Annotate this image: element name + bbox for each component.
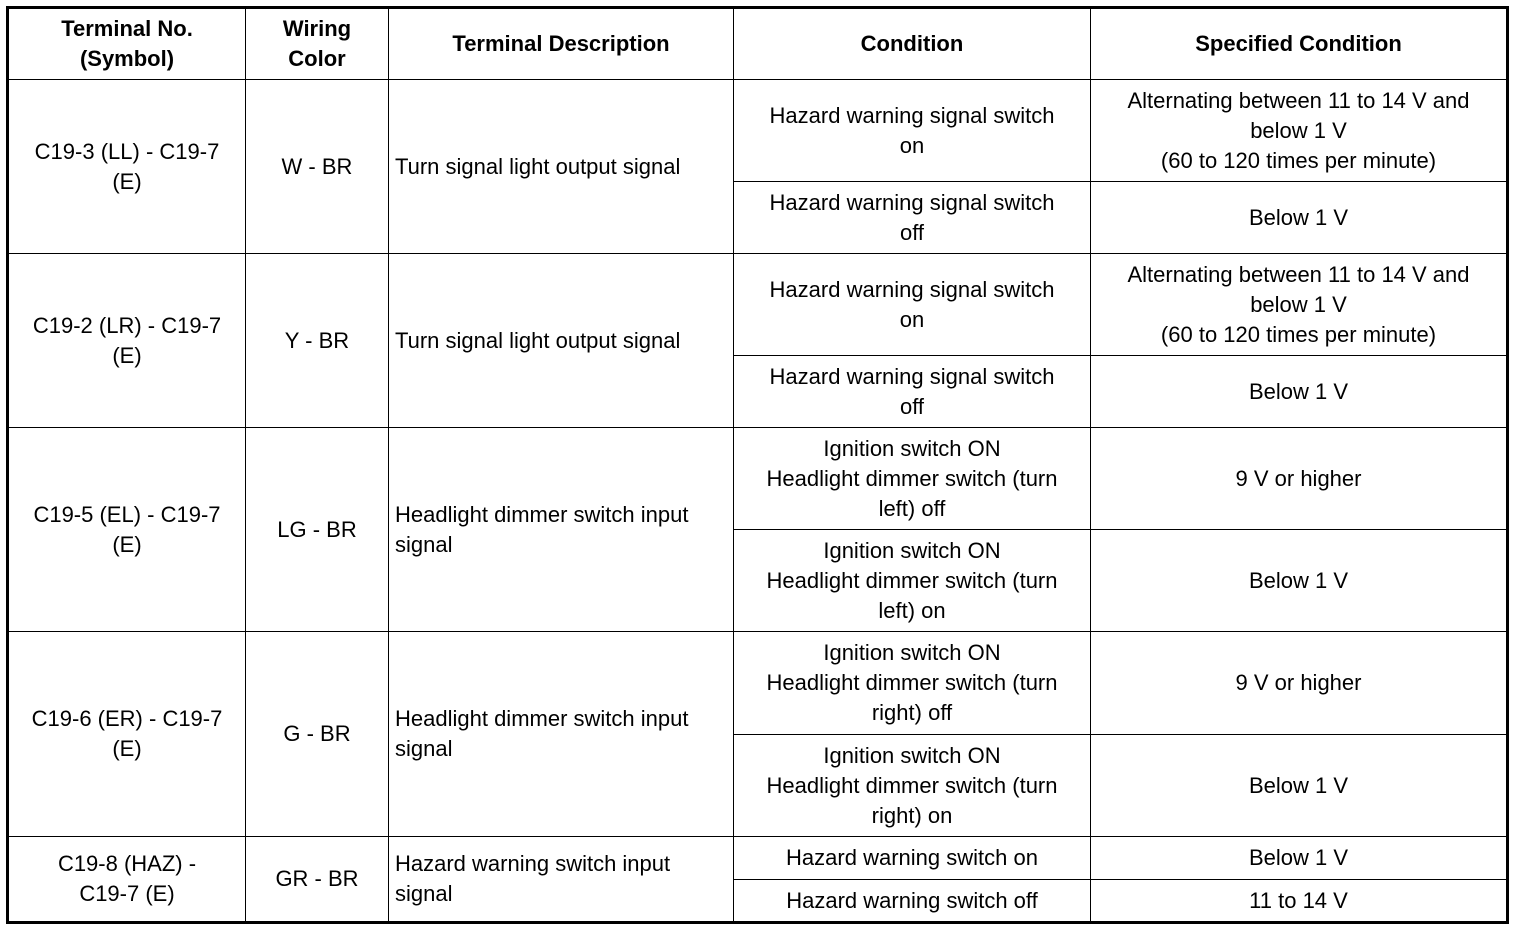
header-description: Terminal Description xyxy=(389,8,734,80)
terminal-cell: C19-3 (LL) - C19-7 (E) xyxy=(8,80,246,254)
condition-cell: Hazard warning signal switch off xyxy=(734,356,1091,428)
header-condition: Condition xyxy=(734,8,1091,80)
table-row xyxy=(8,428,1508,530)
description-cell: Turn signal light output signal xyxy=(389,80,734,254)
terminal-cell: C19-6 (ER) - C19-7 (E) xyxy=(8,632,246,837)
specified-cell: 11 to 14 V xyxy=(1091,880,1508,923)
table-row xyxy=(8,632,1508,735)
table-row xyxy=(8,80,1508,182)
table-row xyxy=(8,837,1508,880)
specified-cell: Below 1 V xyxy=(1091,182,1508,254)
specified-cell: Alternating between 11 to 14 V and below 1 V (60 to 120 times per minute) xyxy=(1091,254,1508,356)
description-cell: Headlight dimmer switch input signal xyxy=(389,632,734,837)
specified-cell: Alternating between 11 to 14 V and below 1 V (60 to 120 times per minute) xyxy=(1091,80,1508,182)
condition-cell: Ignition switch ON Headlight dimmer switch (turn right) on xyxy=(734,735,1091,837)
header-specified-condition: Specified Condition xyxy=(1091,8,1508,80)
wiring-color-cell: Y - BR xyxy=(246,254,389,428)
header-wiring-color: Wiring Color xyxy=(246,8,389,80)
specified-cell: 9 V or higher xyxy=(1091,632,1508,735)
wiring-color-cell: LG - BR xyxy=(246,428,389,632)
description-cell: Hazard warning switch input signal xyxy=(389,837,734,923)
specified-cell: Below 1 V xyxy=(1091,837,1508,880)
wiring-color-cell: W - BR xyxy=(246,80,389,254)
terminal-cell: C19-8 (HAZ) - C19-7 (E) xyxy=(8,837,246,923)
condition-cell: Ignition switch ON Headlight dimmer switch (turn left) on xyxy=(734,530,1091,632)
condition-cell: Hazard warning signal switch on xyxy=(734,254,1091,356)
condition-cell: Hazard warning signal switch off xyxy=(734,182,1091,254)
description-cell: Headlight dimmer switch input signal xyxy=(389,428,734,632)
terminal-cell: C19-2 (LR) - C19-7 (E) xyxy=(8,254,246,428)
specified-cell: Below 1 V xyxy=(1091,356,1508,428)
description-cell: Turn signal light output signal xyxy=(389,254,734,428)
wiring-color-cell: G - BR xyxy=(246,632,389,837)
header-terminal: Terminal No. (Symbol) xyxy=(8,8,246,80)
specified-cell: Below 1 V xyxy=(1091,530,1508,632)
specified-cell: 9 V or higher xyxy=(1091,428,1508,530)
condition-cell: Ignition switch ON Headlight dimmer switch (turn left) off xyxy=(734,428,1091,530)
condition-cell: Hazard warning switch on xyxy=(734,837,1091,880)
condition-cell: Hazard warning signal switch on xyxy=(734,80,1091,182)
terminal-cell: C19-5 (EL) - C19-7 (E) xyxy=(8,428,246,632)
condition-cell: Hazard warning switch off xyxy=(734,880,1091,923)
wiring-color-cell: GR - BR xyxy=(246,837,389,923)
specified-cell: Below 1 V xyxy=(1091,735,1508,837)
table-row xyxy=(8,254,1508,356)
terminal-spec-table xyxy=(6,6,1509,924)
condition-cell: Ignition switch ON Headlight dimmer switch (turn right) off xyxy=(734,632,1091,735)
header-row xyxy=(8,8,1508,80)
